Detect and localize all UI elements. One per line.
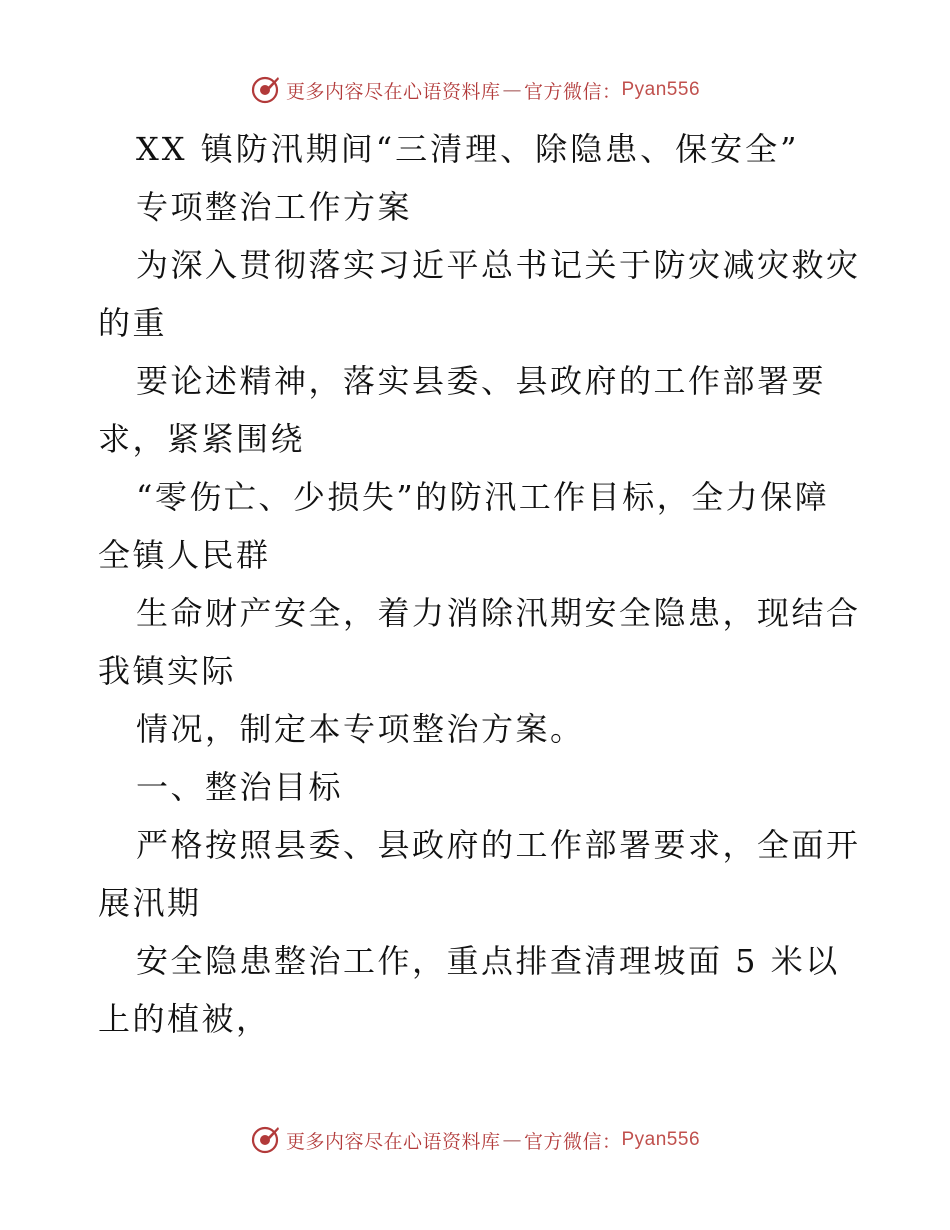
footer-watermark bbox=[0, 1120, 950, 1160]
watermark-sub-text: 官方微信： bbox=[523, 80, 622, 103]
text-line: 要论述精神，落实县委、县政府的工作部署要 bbox=[136, 362, 827, 400]
watermark-sub-text: 官方微信： bbox=[523, 1130, 622, 1153]
watermark-dash: — bbox=[502, 79, 522, 101]
text-line: 求，紧紧围绕 bbox=[98, 420, 306, 458]
text-line: 全镇人民群 bbox=[98, 536, 271, 574]
watermark-wechat-id: Pyan556 bbox=[621, 79, 701, 100]
document-body bbox=[98, 120, 861, 1048]
text-line: 安全隐患整治工作，重点排查清理坡面 5 米以 bbox=[136, 942, 840, 980]
text-line: 上的植被， bbox=[98, 1000, 271, 1038]
text-line: “零伤亡、少损失”的防汛工作目标，全力保障 bbox=[136, 478, 830, 516]
document-title-line: XX 镇防汛期间“三清理、除隐患、保安全” bbox=[136, 130, 800, 168]
watermark-main-text: 更多内容尽在心语资料库 bbox=[285, 80, 501, 103]
document-subtitle-line: 专项整治工作方案 bbox=[136, 188, 413, 226]
text-line: 展汛期 bbox=[98, 884, 202, 922]
text-line: 我镇实际 bbox=[98, 652, 237, 690]
pen-logo-icon bbox=[250, 75, 280, 105]
section-heading: 一、整治目标 bbox=[136, 768, 344, 806]
text-line: 生命财产安全，着力消除汛期安全隐患，现结合 bbox=[136, 594, 861, 632]
watermark-dash: — bbox=[502, 1129, 522, 1151]
watermark-wechat-id: Pyan556 bbox=[621, 1129, 701, 1150]
pen-logo-icon bbox=[250, 1125, 280, 1155]
watermark-main-text: 更多内容尽在心语资料库 bbox=[285, 1130, 501, 1153]
text-line: 的重 bbox=[98, 304, 168, 342]
header-watermark bbox=[0, 70, 950, 110]
text-line: 严格按照县委、县政府的工作部署要求，全面开 bbox=[136, 826, 861, 864]
text-line: 情况，制定本专项整治方案。 bbox=[136, 710, 585, 748]
text-line: 为深入贯彻落实习近平总书记关于防灾减灾救灾 bbox=[136, 246, 861, 284]
